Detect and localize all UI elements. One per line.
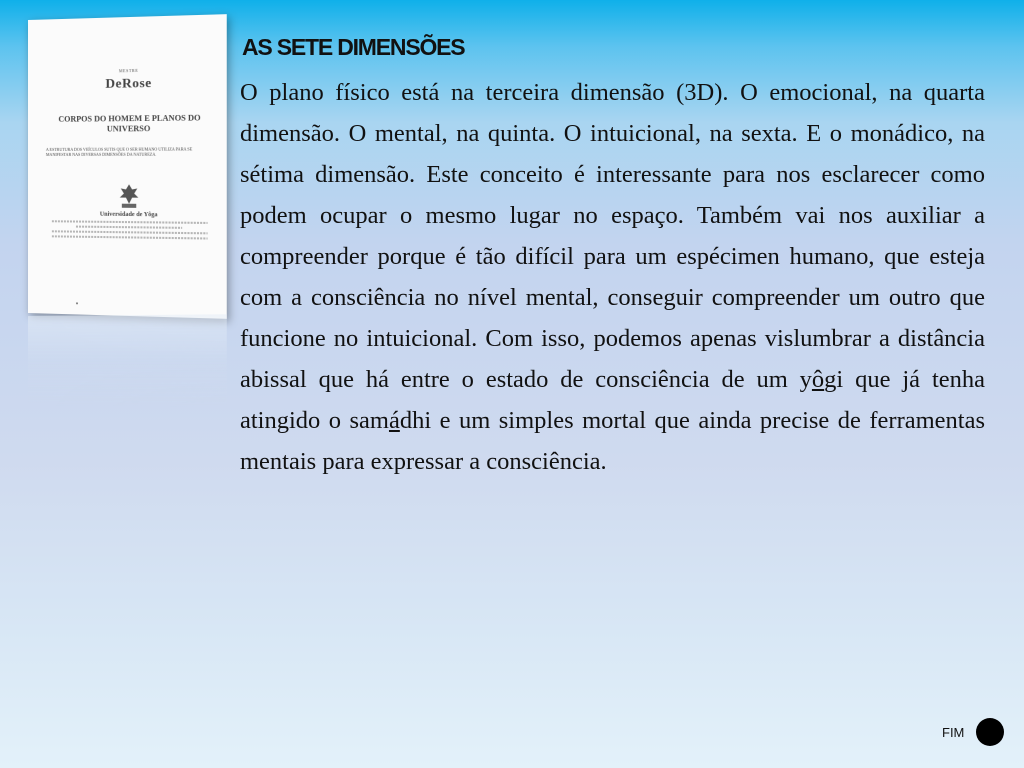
body-text-underlined-o: ô [811,366,825,393]
book-fine-print [52,235,208,239]
book-author: DeRose [105,74,152,91]
book-reflection [28,314,227,408]
body-text-underlined-a: á [388,407,400,434]
book-publisher: Universidade de Yôga [99,211,158,219]
body-text-segment: O plano físico está na terceira dimensão (3D). O emocional, na quarta dimensão. O mental, na quinta. O intuicional, na sexta. E o monádico, na sétima dimensão. Este conceito é interessante para nos esclarecer como podem ocupar o mesmo lugar no espaço. Também vai nos auxiliar a compreender porque é tão difícil para um espécimen humano, que esteja com a consciência no nível mental, conseguir compreender um outro que funcione no intuicional. Com isso, podemos apenas vislumbrar a distância abissal que há entre o estado de consciência de um y [240,79,985,393]
book-title: CORPOS DO HOMEM E PLANOS DO UNIVERSO [58,113,201,134]
publisher-emblem-icon [117,183,140,210]
book-fine-print [52,230,208,234]
body-text-segment: gi que já tenha atingido o sam [240,366,985,434]
book-author-prefix: MESTRE [118,67,139,74]
body-text-segment: dhi e um simples mortal que ainda precise de ferramentas mentais para expressar a consciência. [240,407,985,475]
fim-end-button[interactable] [976,718,1004,746]
book-dot-mark [76,302,78,304]
book-cover [28,14,227,319]
book-fine-print [52,220,208,224]
book-fine-print [76,226,182,229]
fim-label: FIM [942,725,965,740]
slide-body-text [240,72,985,482]
slide-heading: AS SETE DIMENSÕES [242,34,465,60]
book-subtitle: A ESTRUTURA DOS VEÍCULOS SUTIS QUE O SER HUMANO UTILIZA PARA SE MANIFESTAR NAS DIVERSAS DIMENSÕES DA NATUREZA. [45,146,193,157]
